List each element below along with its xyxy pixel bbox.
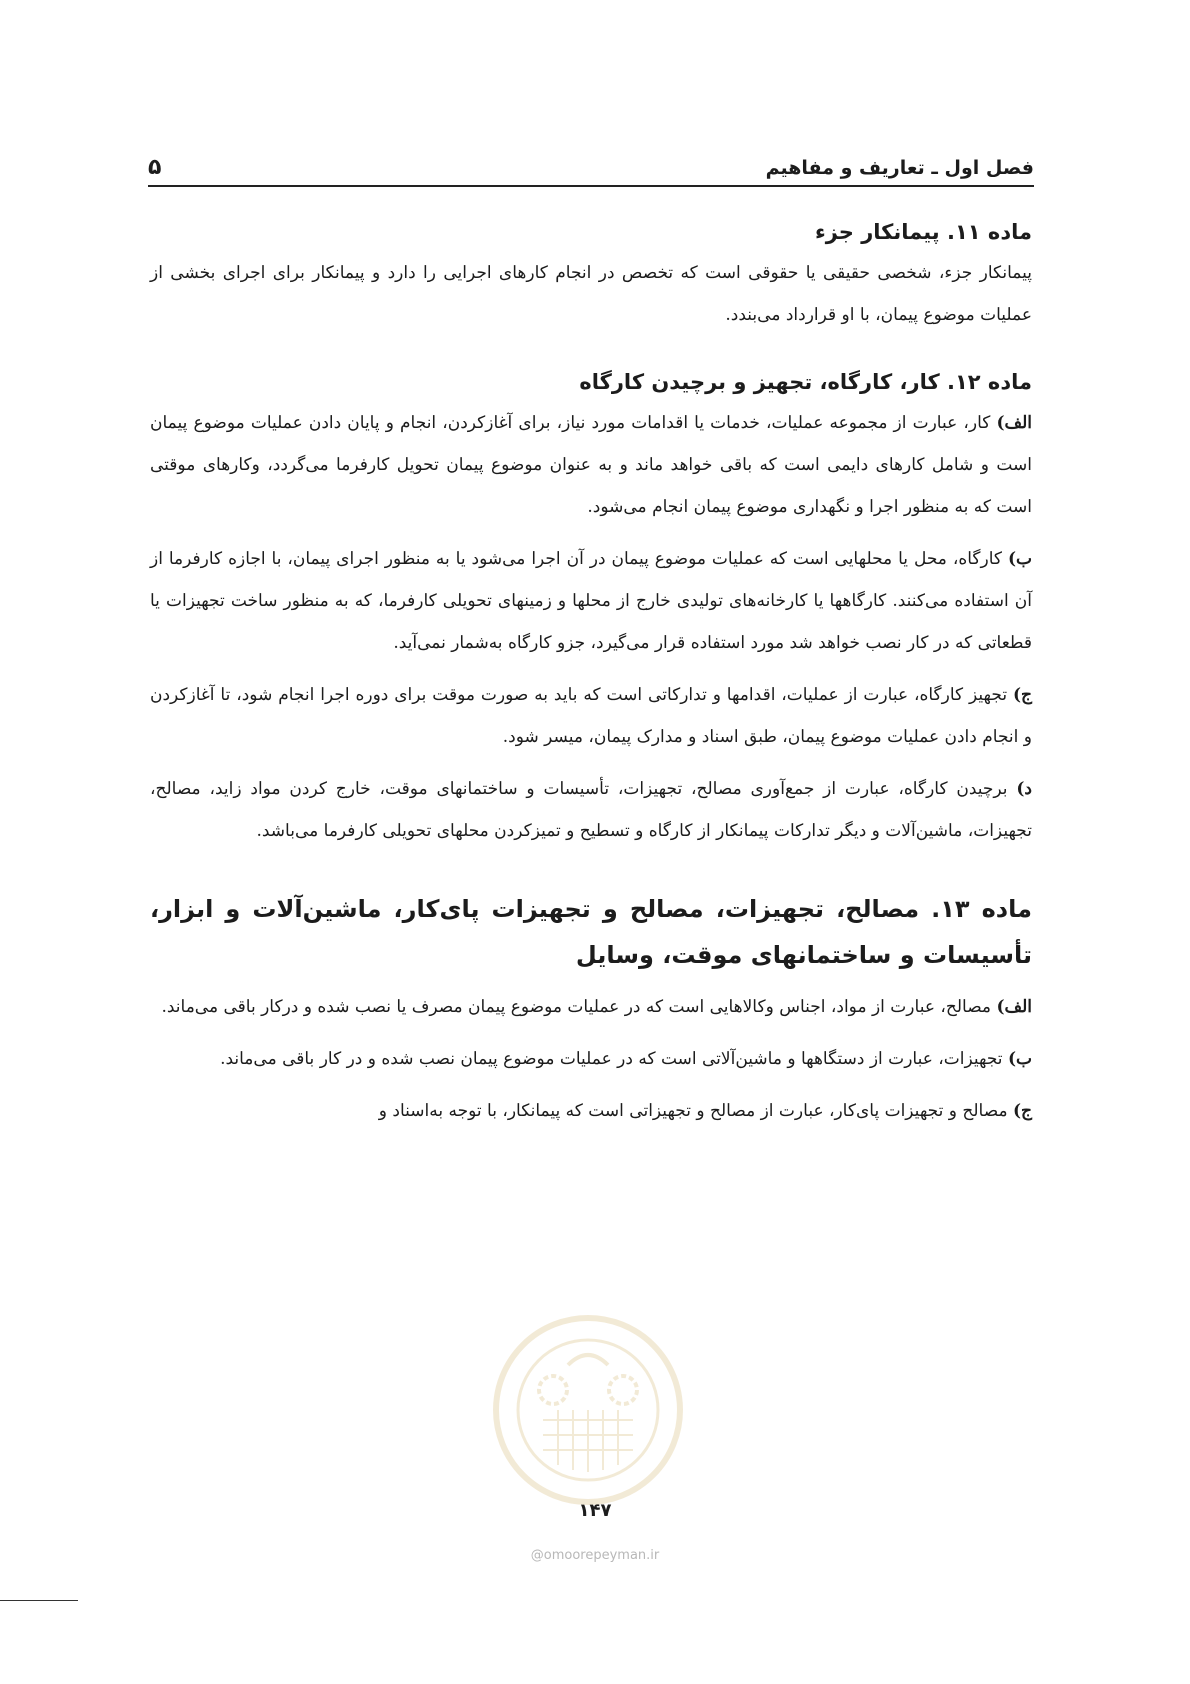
item-text: برچیدن کارگاه، عبارت از جمع‌آوری مصالح، تجهیزات، تأسیسات و ساختمانهای موقت، خارج کردن مواد زاید، مصالح، تجهیزات، ماشین‌آلات و دیگر تدارکات پیمانکار از کارگاه و تسطیح و تمیزکردن محلهای تحویلی کارفرما می‌باشد.	[150, 779, 1032, 841]
item-label: الف)	[996, 997, 1032, 1017]
article-12-title: ماده ۱۲. کار، کارگاه، تجهیز و برچیدن کارگاه	[579, 370, 1032, 394]
item-label: ج)	[1012, 685, 1033, 705]
watermark-seal-icon	[488, 1310, 688, 1510]
article-13-title: ماده ۱۳. مصالح، تجهیزات، مصالح و تجهیزات پای‌کار، ماشین‌آلات و ابزار، تأسیسات و ساختمانهای موقت، وسایل	[150, 895, 1032, 969]
item-text: مصالح و تجهیزات پای‌کار، عبارت از مصالح و تجهیزاتی است که پیمانکار، با توجه به‌اسناد و	[378, 1101, 1008, 1121]
watermark-site: @omoorepeyman.ir	[530, 1548, 660, 1563]
article-13-item-b	[150, 1038, 1032, 1080]
item-text: کارگاه، محل یا محلهایی است که عملیات موضوع پیمان در آن اجرا می‌شود یا به منظور اجرای پیمان، با اجازه کارفرما از آن استفاده می‌کنند. کارگاهها یا کارخانه‌های تولیدی خارج از محلها و زمینهای تحویلی کارفرما، که به منظور ساخت تجهیزات یا قطعاتی که در کار نصب خواهد شد مورد استفاده قرار می‌گیرد، جزو کارگاه به‌شمار نمی‌آید.	[150, 549, 1032, 653]
article-11-title: ماده ۱۱. پیمانکار جزء	[814, 220, 1032, 244]
item-label: ب)	[1007, 1049, 1032, 1069]
item-text: تجهیز کارگاه، عبارت از عملیات، اقدامها و تدارکاتی است که باید به صورت موقت برای دوره اجرا انجام شود، تا آغازکردن و انجام دادن عملیات موضوع پیمان، طبق اسناد و مدارک پیمان، میسر شود.	[150, 685, 1032, 747]
article-12-item-a	[150, 402, 1032, 528]
item-label: ب)	[1007, 549, 1032, 569]
body-column	[150, 220, 1032, 1142]
page-number: ۱۴۷	[578, 1500, 612, 1521]
article-12-item-c	[150, 674, 1032, 758]
header-page-label: ۵	[148, 155, 162, 180]
article-13-item-c	[150, 1090, 1032, 1132]
item-label: الف)	[996, 413, 1032, 433]
item-text: مصالح، عبارت از مواد، اجناس وکالاهایی است که در عملیات موضوع پیمان مصرف یا نصب شده و درکار باقی می‌ماند.	[161, 997, 992, 1017]
article-11-text: پیمانکار جزء، شخصی حقیقی یا حقوقی است که تخصص در انجام کارهای اجرایی را دارد و پیمانکار برای اجرای بخشی از عملیات موضوع پیمان، با او قرارداد می‌بندد.	[150, 263, 1032, 325]
item-text: تجهیزات، عبارت از دستگاهها و ماشین‌آلاتی است که در عملیات موضوع پیمان نصب شده و در کار باقی می‌ماند.	[220, 1049, 1003, 1069]
item-text: کار، عبارت از مجموعه عملیات، خدمات یا اقدامات مورد نیاز، برای آغازکردن، انجام و پایان دادن عملیات موضوع پیمان است و شامل کارهای دایمی است که باقی خواهد ماند و به عنوان موضوع پیمان تحویل کارفرما می‌گردد، وکارهای موقتی است که به منظور اجرا و نگهداری موضوع پیمان انجام می‌شود.	[150, 413, 1032, 517]
scan-edge-line	[0, 1600, 78, 1601]
article-12-item-b	[150, 538, 1032, 664]
item-label: د)	[1016, 779, 1032, 799]
header-rule	[148, 185, 1034, 187]
running-header	[148, 155, 1034, 185]
item-label: ج)	[1012, 1101, 1032, 1121]
article-13-item-a	[150, 986, 1032, 1028]
article-12-item-d	[150, 768, 1032, 852]
chapter-title: فصل اول ـ تعاریف و مفاهیم	[765, 157, 1034, 179]
